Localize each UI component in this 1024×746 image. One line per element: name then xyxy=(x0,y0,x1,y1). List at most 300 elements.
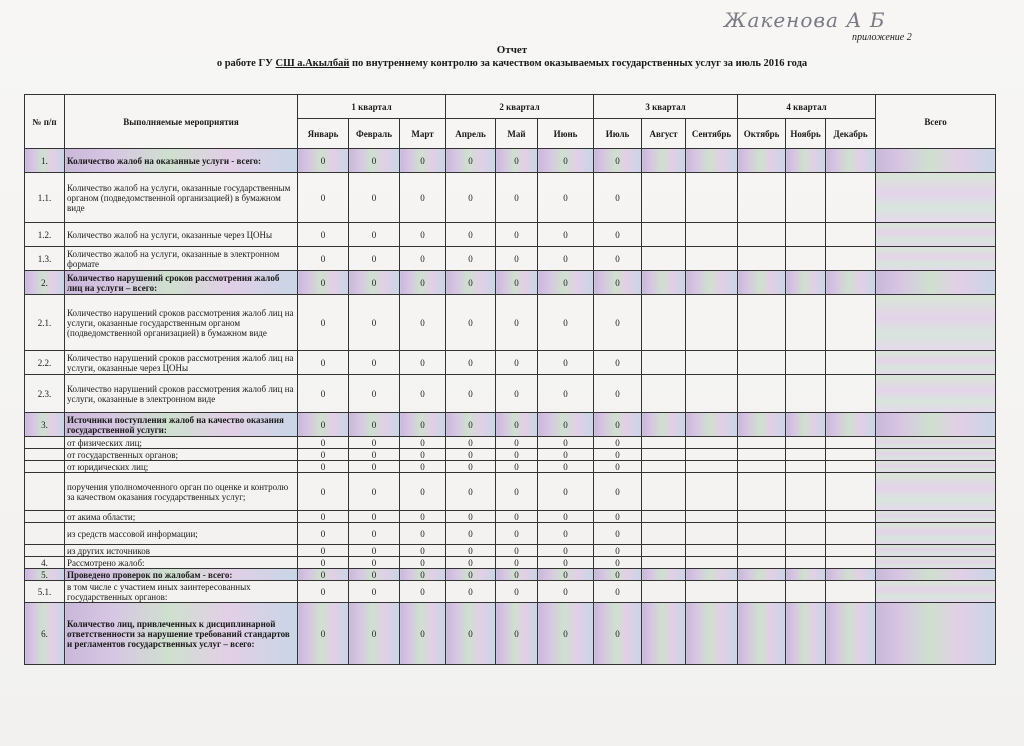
month-value-cell: 0 xyxy=(496,581,538,603)
report-table-body xyxy=(25,149,996,665)
month-value-cell: 0 xyxy=(538,545,594,557)
month-value-cell: 0 xyxy=(349,375,400,413)
month-value-cell: 0 xyxy=(496,375,538,413)
month-value-cell: 0 xyxy=(349,413,400,437)
row-activity: из других источников xyxy=(65,545,298,557)
month-value-cell: 0 xyxy=(594,461,642,473)
month-value-cell xyxy=(738,449,786,461)
month-value-cell xyxy=(642,223,686,247)
month-value-cell: 0 xyxy=(496,569,538,581)
month-value-cell xyxy=(738,569,786,581)
month-value-cell xyxy=(786,295,826,351)
table-row xyxy=(25,523,996,545)
row-total-cell xyxy=(876,223,996,247)
month-value-cell xyxy=(826,523,876,545)
month-value-cell xyxy=(738,545,786,557)
month-value-cell: 0 xyxy=(349,271,400,295)
month-value-cell xyxy=(686,437,738,449)
row-activity: Количество жалоб на услуги, оказанные государственным органом (подведомственной организацией) в бумажном виде xyxy=(65,173,298,223)
month-value-cell xyxy=(642,173,686,223)
month-value-cell: 0 xyxy=(349,545,400,557)
month-value-cell xyxy=(686,375,738,413)
month-value-cell xyxy=(826,413,876,437)
month-value-cell: 0 xyxy=(349,511,400,523)
month-value-cell xyxy=(826,545,876,557)
row-activity: от юридических лиц; xyxy=(65,461,298,473)
table-row xyxy=(25,173,996,223)
month-value-cell xyxy=(738,437,786,449)
month-value-cell xyxy=(738,581,786,603)
month-value-cell: 0 xyxy=(349,173,400,223)
row-number: 1.2. xyxy=(25,223,65,247)
month-value-cell: 0 xyxy=(538,173,594,223)
row-number: 5.1. xyxy=(25,581,65,603)
month-value-cell: 0 xyxy=(349,523,400,545)
month-value-cell: 0 xyxy=(538,375,594,413)
table-row xyxy=(25,223,996,247)
report-subtitle xyxy=(0,58,1024,69)
month-value-cell: 0 xyxy=(594,247,642,271)
row-activity: Количество нарушений сроков рассмотрения жалоб лиц на услуги – всего: xyxy=(65,271,298,295)
month-value-cell xyxy=(738,557,786,569)
month-value-cell: 0 xyxy=(446,295,496,351)
month-value-cell: 0 xyxy=(496,173,538,223)
month-value-cell: 0 xyxy=(594,557,642,569)
month-value-cell: 0 xyxy=(538,413,594,437)
month-value-cell: 0 xyxy=(496,351,538,375)
month-value-cell: 0 xyxy=(298,295,349,351)
month-value-cell xyxy=(738,173,786,223)
month-value-cell: 0 xyxy=(446,271,496,295)
month-value-cell: 0 xyxy=(538,295,594,351)
month-value-cell: 0 xyxy=(594,295,642,351)
month-value-cell xyxy=(786,149,826,173)
month-value-cell: 0 xyxy=(446,449,496,461)
month-value-cell: 0 xyxy=(538,569,594,581)
month-header: Ноябрь xyxy=(786,119,826,149)
month-value-cell: 0 xyxy=(400,569,446,581)
month-value-cell xyxy=(686,295,738,351)
month-value-cell: 0 xyxy=(496,271,538,295)
month-value-cell: 0 xyxy=(400,295,446,351)
row-activity: Источники поступления жалоб на качество оказания государственной услуги: xyxy=(65,413,298,437)
month-value-cell xyxy=(786,603,826,665)
month-value-cell xyxy=(826,271,876,295)
month-value-cell: 0 xyxy=(400,271,446,295)
month-value-cell xyxy=(686,351,738,375)
month-value-cell: 0 xyxy=(298,569,349,581)
month-value-cell xyxy=(826,449,876,461)
month-value-cell xyxy=(642,511,686,523)
month-value-cell: 0 xyxy=(298,545,349,557)
row-total-cell xyxy=(876,523,996,545)
month-value-cell: 0 xyxy=(594,413,642,437)
month-value-cell: 0 xyxy=(496,295,538,351)
row-number: 1.3. xyxy=(25,247,65,271)
row-activity: Количество нарушений сроков рассмотрения жалоб лиц на услуги, оказанные через ЦОНы xyxy=(65,351,298,375)
month-value-cell: 0 xyxy=(349,351,400,375)
subtitle-prefix: о работе ГУ xyxy=(216,58,273,69)
month-header: Июль xyxy=(594,119,642,149)
row-number: 2.2. xyxy=(25,351,65,375)
row-activity: Количество жалоб на услуги, оказанные в электронном формате xyxy=(65,247,298,271)
month-value-cell: 0 xyxy=(594,437,642,449)
month-value-cell: 0 xyxy=(298,247,349,271)
month-value-cell xyxy=(786,413,826,437)
table-row xyxy=(25,375,996,413)
month-value-cell: 0 xyxy=(446,413,496,437)
quarter-1-header: 1 квартал xyxy=(298,95,446,119)
month-value-cell: 0 xyxy=(538,271,594,295)
month-value-cell: 0 xyxy=(298,271,349,295)
month-value-cell: 0 xyxy=(446,247,496,271)
month-value-cell xyxy=(786,461,826,473)
month-value-cell: 0 xyxy=(594,581,642,603)
month-value-cell: 0 xyxy=(298,461,349,473)
month-value-cell: 0 xyxy=(298,375,349,413)
month-value-cell: 0 xyxy=(298,173,349,223)
row-total-cell xyxy=(876,247,996,271)
month-value-cell: 0 xyxy=(594,351,642,375)
month-value-cell: 0 xyxy=(496,523,538,545)
row-number: 1. xyxy=(25,149,65,173)
row-number xyxy=(25,523,65,545)
month-value-cell xyxy=(738,375,786,413)
month-value-cell xyxy=(738,351,786,375)
table-row xyxy=(25,247,996,271)
month-value-cell: 0 xyxy=(496,437,538,449)
row-total-cell xyxy=(876,461,996,473)
month-value-cell: 0 xyxy=(446,375,496,413)
row-total-cell xyxy=(876,511,996,523)
month-value-cell: 0 xyxy=(538,449,594,461)
month-value-cell: 0 xyxy=(538,223,594,247)
month-value-cell: 0 xyxy=(400,449,446,461)
col-activity-header: Выполняемые мероприятия xyxy=(65,95,298,149)
month-value-cell: 0 xyxy=(298,557,349,569)
row-total-cell xyxy=(876,437,996,449)
month-value-cell: 0 xyxy=(400,545,446,557)
month-value-cell xyxy=(738,247,786,271)
month-header: Июнь xyxy=(538,119,594,149)
row-activity: Количество лиц, привлеченных к дисциплинарной ответственности за нарушение требований стандартов и регламентов государственных услуг – всего: xyxy=(65,603,298,665)
month-value-cell xyxy=(686,557,738,569)
month-value-cell xyxy=(786,523,826,545)
month-value-cell xyxy=(686,603,738,665)
month-value-cell: 0 xyxy=(594,511,642,523)
month-value-cell: 0 xyxy=(298,413,349,437)
month-value-cell: 0 xyxy=(538,473,594,511)
month-value-cell: 0 xyxy=(400,173,446,223)
month-value-cell: 0 xyxy=(446,545,496,557)
table-row xyxy=(25,413,996,437)
row-total-cell xyxy=(876,545,996,557)
row-number xyxy=(25,461,65,473)
month-value-cell: 0 xyxy=(446,437,496,449)
month-value-cell xyxy=(686,581,738,603)
month-value-cell xyxy=(786,271,826,295)
appendix-label: приложение 2 xyxy=(852,32,912,43)
month-value-cell: 0 xyxy=(538,603,594,665)
month-value-cell: 0 xyxy=(496,461,538,473)
month-header: Декабрь xyxy=(826,119,876,149)
row-activity: Количество нарушений сроков рассмотрения жалоб лиц на услуги, оказанные в электронном виде xyxy=(65,375,298,413)
month-value-cell xyxy=(686,461,738,473)
row-activity: Количество жалоб на услуги, оказанные через ЦОНы xyxy=(65,223,298,247)
month-value-cell xyxy=(642,375,686,413)
table-row xyxy=(25,149,996,173)
row-number xyxy=(25,437,65,449)
month-value-cell: 0 xyxy=(594,271,642,295)
month-value-cell xyxy=(786,569,826,581)
month-header: Март xyxy=(400,119,446,149)
month-value-cell xyxy=(738,413,786,437)
month-value-cell: 0 xyxy=(400,557,446,569)
month-value-cell xyxy=(642,473,686,511)
month-value-cell xyxy=(826,375,876,413)
month-value-cell xyxy=(686,569,738,581)
quarter-2-header: 2 квартал xyxy=(446,95,594,119)
month-value-cell xyxy=(738,603,786,665)
month-value-cell xyxy=(642,461,686,473)
month-value-cell: 0 xyxy=(538,437,594,449)
month-value-cell: 0 xyxy=(298,223,349,247)
month-value-cell xyxy=(786,449,826,461)
month-value-cell xyxy=(786,511,826,523)
month-value-cell: 0 xyxy=(446,461,496,473)
month-value-cell: 0 xyxy=(349,473,400,511)
row-activity: Количество жалоб на оказанные услуги - всего: xyxy=(65,149,298,173)
row-number xyxy=(25,511,65,523)
month-value-cell xyxy=(826,149,876,173)
month-value-cell: 0 xyxy=(594,545,642,557)
month-value-cell: 0 xyxy=(538,351,594,375)
month-value-cell xyxy=(786,473,826,511)
month-value-cell xyxy=(686,271,738,295)
month-value-cell xyxy=(826,223,876,247)
month-value-cell: 0 xyxy=(496,149,538,173)
row-number: 4. xyxy=(25,557,65,569)
month-value-cell: 0 xyxy=(538,511,594,523)
month-value-cell: 0 xyxy=(496,473,538,511)
row-number xyxy=(25,473,65,511)
col-no-header: № п/п xyxy=(25,95,65,149)
month-value-cell xyxy=(642,557,686,569)
month-value-cell xyxy=(826,461,876,473)
table-row xyxy=(25,511,996,523)
month-value-cell xyxy=(826,581,876,603)
month-value-cell: 0 xyxy=(446,173,496,223)
month-value-cell: 0 xyxy=(538,149,594,173)
month-value-cell xyxy=(686,449,738,461)
row-total-cell xyxy=(876,375,996,413)
table-row xyxy=(25,603,996,665)
table-row xyxy=(25,557,996,569)
month-header: Апрель xyxy=(446,119,496,149)
month-value-cell xyxy=(642,569,686,581)
month-value-cell: 0 xyxy=(349,449,400,461)
subtitle-org: СШ а.Акылбай xyxy=(275,58,350,69)
month-value-cell: 0 xyxy=(349,569,400,581)
row-number: 5. xyxy=(25,569,65,581)
month-value-cell: 0 xyxy=(496,449,538,461)
row-number: 6. xyxy=(25,603,65,665)
month-value-cell: 0 xyxy=(446,511,496,523)
row-total-cell xyxy=(876,473,996,511)
month-value-cell: 0 xyxy=(594,375,642,413)
month-value-cell xyxy=(786,375,826,413)
month-value-cell xyxy=(826,437,876,449)
month-value-cell: 0 xyxy=(446,223,496,247)
month-value-cell xyxy=(642,351,686,375)
month-value-cell xyxy=(686,545,738,557)
month-value-cell: 0 xyxy=(538,557,594,569)
row-activity: из средств массовой информации; xyxy=(65,523,298,545)
month-value-cell: 0 xyxy=(400,581,446,603)
month-value-cell xyxy=(786,247,826,271)
row-total-cell xyxy=(876,271,996,295)
handwritten-signature: Жакенова А Б xyxy=(724,8,886,32)
month-value-cell: 0 xyxy=(496,557,538,569)
month-value-cell: 0 xyxy=(349,461,400,473)
month-value-cell: 0 xyxy=(538,523,594,545)
row-activity: поручения уполномоченного орган по оценке и контролю за качеством оказания государственных услуг; xyxy=(65,473,298,511)
month-value-cell xyxy=(686,473,738,511)
month-value-cell xyxy=(642,603,686,665)
month-value-cell: 0 xyxy=(446,603,496,665)
row-number: 2.1. xyxy=(25,295,65,351)
month-value-cell: 0 xyxy=(298,603,349,665)
quarter-4-header: 4 квартал xyxy=(738,95,876,119)
row-activity: Количество нарушений сроков рассмотрения жалоб лиц на услуги, оказанные государственным органом (подведомственной организацией) в бумажном виде xyxy=(65,295,298,351)
month-value-cell: 0 xyxy=(400,603,446,665)
month-header: Октябрь xyxy=(738,119,786,149)
month-value-cell xyxy=(642,437,686,449)
month-value-cell: 0 xyxy=(446,581,496,603)
row-activity: от государственных органов; xyxy=(65,449,298,461)
month-value-cell: 0 xyxy=(594,603,642,665)
row-number: 2.3. xyxy=(25,375,65,413)
report-table xyxy=(24,94,996,665)
month-value-cell xyxy=(642,413,686,437)
table-row xyxy=(25,569,996,581)
row-total-cell xyxy=(876,581,996,603)
month-value-cell: 0 xyxy=(446,523,496,545)
month-value-cell xyxy=(826,173,876,223)
row-total-cell xyxy=(876,603,996,665)
month-value-cell xyxy=(686,149,738,173)
row-total-cell xyxy=(876,413,996,437)
month-value-cell: 0 xyxy=(298,449,349,461)
month-value-cell xyxy=(642,271,686,295)
month-header: Август xyxy=(642,119,686,149)
month-value-cell: 0 xyxy=(538,461,594,473)
month-value-cell xyxy=(686,511,738,523)
month-value-cell: 0 xyxy=(298,351,349,375)
month-value-cell xyxy=(826,473,876,511)
month-value-cell: 0 xyxy=(298,473,349,511)
month-value-cell: 0 xyxy=(446,351,496,375)
table-row xyxy=(25,581,996,603)
month-value-cell xyxy=(642,581,686,603)
month-value-cell xyxy=(826,569,876,581)
month-value-cell: 0 xyxy=(400,375,446,413)
month-value-cell xyxy=(786,223,826,247)
month-value-cell: 0 xyxy=(349,223,400,247)
col-total-header: Всего xyxy=(876,95,996,149)
month-value-cell: 0 xyxy=(298,523,349,545)
row-total-cell xyxy=(876,351,996,375)
month-value-cell xyxy=(686,247,738,271)
month-header: Сентябрь xyxy=(686,119,738,149)
row-total-cell xyxy=(876,449,996,461)
month-value-cell: 0 xyxy=(298,581,349,603)
row-activity: от физических лиц; xyxy=(65,437,298,449)
row-activity: от акима области; xyxy=(65,511,298,523)
month-value-cell: 0 xyxy=(298,149,349,173)
month-value-cell: 0 xyxy=(400,461,446,473)
month-value-cell: 0 xyxy=(349,437,400,449)
table-row xyxy=(25,545,996,557)
month-value-cell: 0 xyxy=(400,223,446,247)
table-row xyxy=(25,271,996,295)
row-number: 1.1. xyxy=(25,173,65,223)
month-value-cell xyxy=(738,461,786,473)
month-value-cell xyxy=(738,523,786,545)
month-value-cell xyxy=(738,473,786,511)
month-value-cell: 0 xyxy=(496,223,538,247)
row-number xyxy=(25,545,65,557)
month-value-cell: 0 xyxy=(400,437,446,449)
month-value-cell xyxy=(786,351,826,375)
month-value-cell: 0 xyxy=(446,569,496,581)
row-activity: в том числе с участием иных заинтересованных государственных органов: xyxy=(65,581,298,603)
month-value-cell: 0 xyxy=(298,511,349,523)
table-row xyxy=(25,295,996,351)
report-title: Отчет xyxy=(496,44,528,56)
row-activity: Проведено проверок по жалобам - всего: xyxy=(65,569,298,581)
month-value-cell: 0 xyxy=(446,473,496,511)
month-value-cell xyxy=(738,223,786,247)
month-header: Февраль xyxy=(349,119,400,149)
row-number xyxy=(25,449,65,461)
row-total-cell xyxy=(876,295,996,351)
table-row xyxy=(25,437,996,449)
month-value-cell xyxy=(642,523,686,545)
month-value-cell xyxy=(642,295,686,351)
month-value-cell: 0 xyxy=(400,351,446,375)
month-value-cell: 0 xyxy=(400,247,446,271)
month-value-cell xyxy=(826,247,876,271)
month-value-cell xyxy=(786,173,826,223)
month-value-cell: 0 xyxy=(400,413,446,437)
month-value-cell: 0 xyxy=(349,603,400,665)
row-total-cell xyxy=(876,149,996,173)
month-value-cell: 0 xyxy=(349,581,400,603)
month-value-cell xyxy=(738,295,786,351)
month-value-cell xyxy=(686,523,738,545)
month-value-cell: 0 xyxy=(400,511,446,523)
month-value-cell: 0 xyxy=(538,247,594,271)
quarter-3-header: 3 квартал xyxy=(594,95,738,119)
month-value-cell xyxy=(738,511,786,523)
month-value-cell: 0 xyxy=(496,511,538,523)
month-value-cell: 0 xyxy=(446,149,496,173)
month-value-cell: 0 xyxy=(496,413,538,437)
month-value-cell xyxy=(738,149,786,173)
table-row xyxy=(25,449,996,461)
month-value-cell xyxy=(826,351,876,375)
